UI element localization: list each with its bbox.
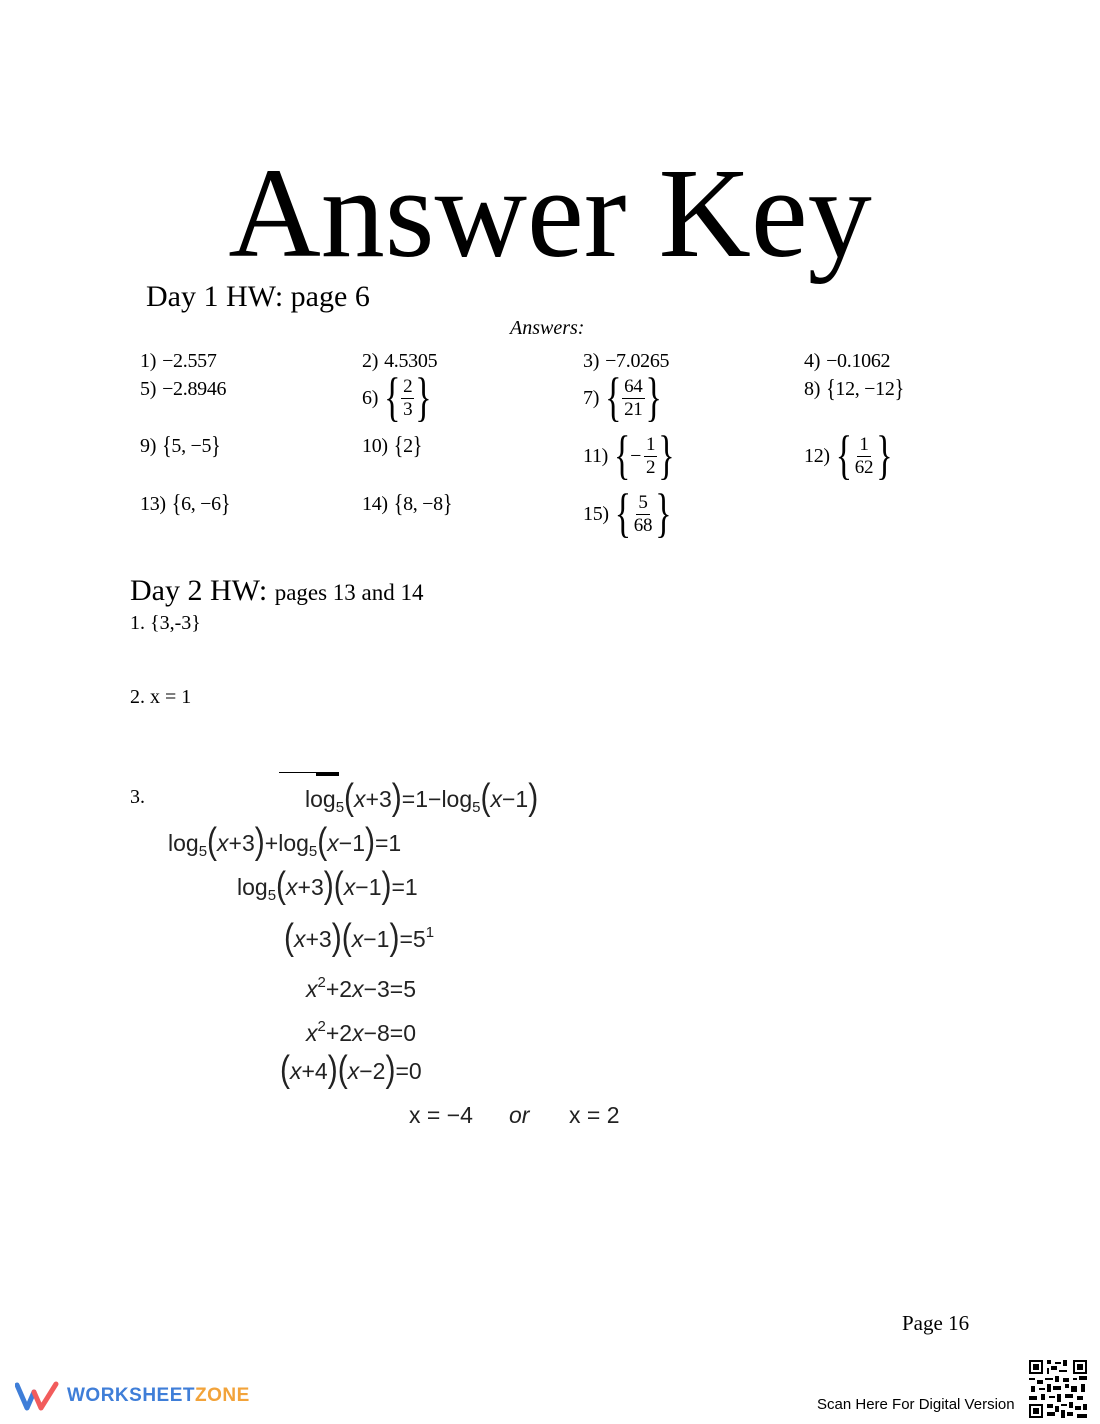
page-number: Page 16 — [902, 1311, 970, 1335]
answer-5: 5) −2.8946 — [140, 378, 227, 400]
answer-9: 9) {5, −5} — [140, 432, 221, 460]
answer-8: 8) {12, −12} — [804, 375, 904, 403]
worksheetzone-logo: WORKSHEETZONE — [15, 1381, 250, 1411]
logo-w-icon — [15, 1381, 59, 1411]
answer-14: 14) {8, −8} — [362, 490, 453, 518]
day2-item-2: 2. x = 1 — [130, 686, 192, 708]
answer-4: 4) −0.1062 — [804, 350, 891, 372]
work-step-5: $x^2+2x-3=5$ — [306, 974, 417, 1002]
answer-10: 10) {2} — [362, 432, 423, 460]
work-or: or — [509, 1102, 530, 1128]
answers-label: Answers: — [510, 317, 585, 339]
answer-13: 13) {6, −6} — [140, 490, 231, 518]
work-solution-1: x = −4 — [409, 1102, 473, 1128]
answer-6: 6) { $\frac{2}{3}$ } — [362, 368, 432, 428]
work-step-1: $\log_5(x+3)=1-\log_5(x-1)$ — [305, 776, 539, 819]
work-solution-2: x = 2 — [569, 1102, 620, 1128]
day2-heading: Day 2 HW: pages 13 and 14 — [130, 574, 424, 607]
day2-item-3-label: 3. — [130, 786, 145, 808]
work-step-4: $(x+3)(x-1)=5^1$ — [284, 916, 435, 959]
answer-11: 11) { − $\frac{1}{2}$ } — [583, 426, 675, 486]
answer-1: 1) −2.557 — [140, 350, 217, 372]
work-step-3: $\log_5(x+3)(x-1)=1$ — [237, 864, 418, 907]
overbar-mark-bold — [316, 773, 339, 776]
answer-7: 7) { $\frac{64}{21}$ } — [583, 368, 662, 428]
answer-3: 3) −7.0265 — [583, 350, 670, 372]
qr-code-icon[interactable] — [1029, 1360, 1087, 1418]
day1-heading: Day 1 HW: page 6 — [146, 280, 370, 313]
day2-item-1: 1. {3,-3} — [130, 612, 201, 634]
work-step-6: $x^2+2x-8=0$ — [306, 1018, 417, 1046]
scan-text: Scan Here For Digital Version — [817, 1396, 1015, 1413]
work-step-2: $\log_5(x+3)+\log_5(x-1)=1$ — [168, 820, 402, 863]
answer-12: 12) { $\frac{1}{62}$ } — [804, 426, 893, 486]
answer-2: 2) 4.5305 — [362, 350, 438, 372]
answer-15: 15) { $\frac{5}{68}$ } — [583, 484, 672, 544]
work-step-7: (x+4)(x−2)=0 — [280, 1048, 422, 1091]
page-title: Answer Key — [228, 142, 872, 284]
